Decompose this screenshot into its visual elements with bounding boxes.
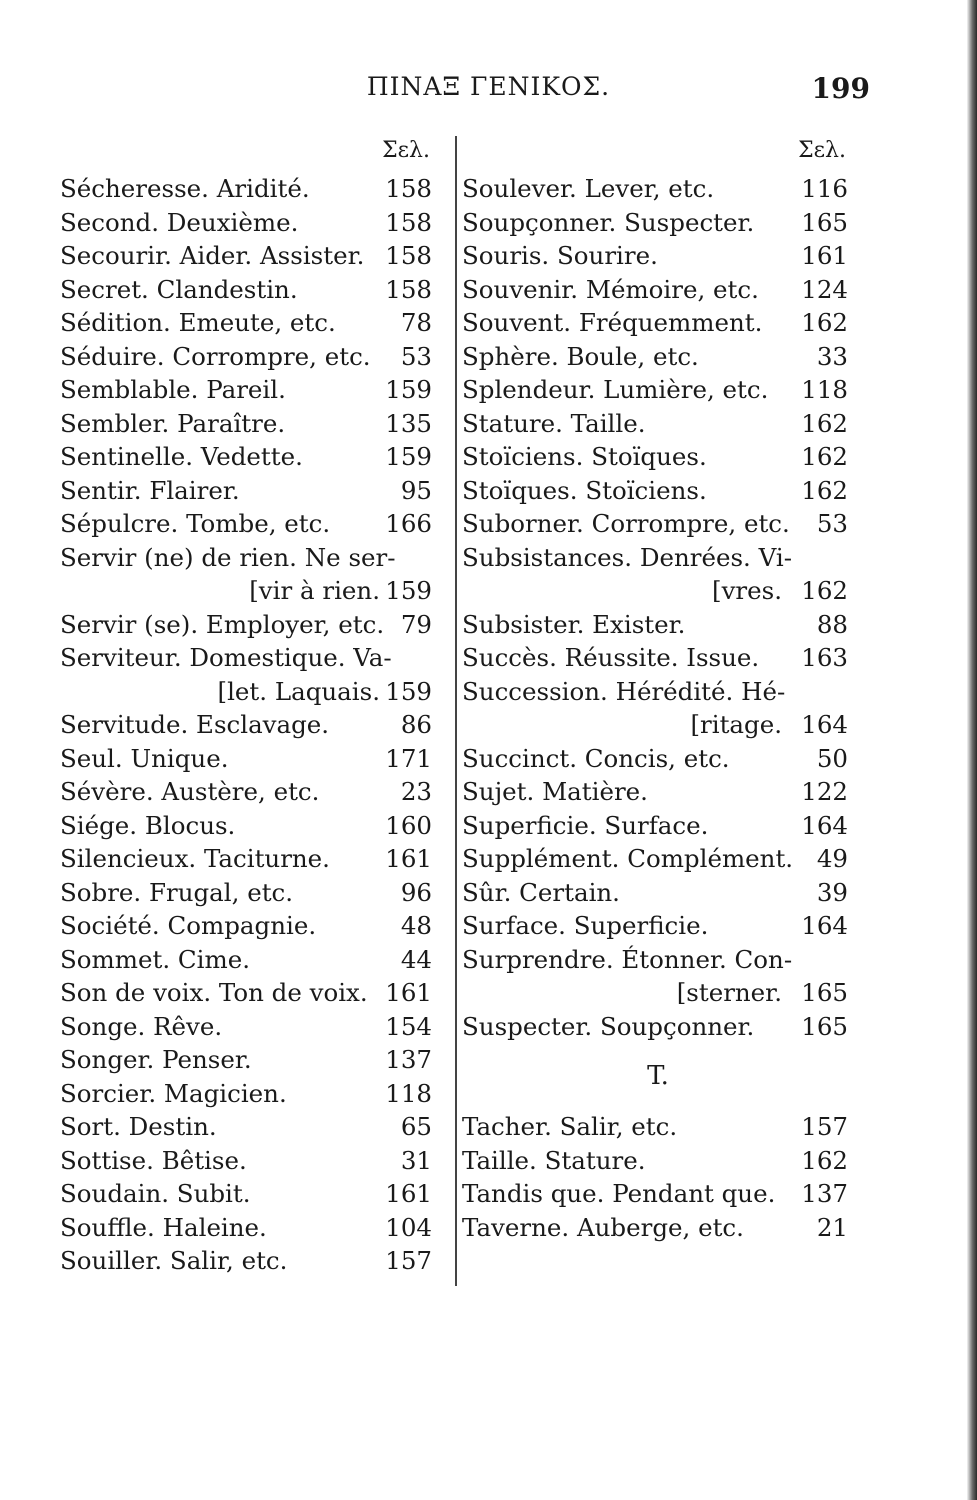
index-entry [60,507,438,541]
index-entry [60,708,438,742]
entry-term: Servir (ne) de rien. Ne ser- [60,542,396,572]
entry-term: Supplément. Complément. [462,844,794,873]
index-entry [60,842,438,876]
page-title: ΠΙΝΑΞ ΓΕΝΙΚΟΣ. [366,72,611,101]
entry-page-number: 48 [400,911,432,940]
entry-term: Sécheresse. Aridité. [60,174,310,203]
entry-list [462,172,854,1244]
entry-page-number: 161 [801,241,848,270]
entry-page-number: 118 [385,1078,432,1108]
entry-page-number: 163 [801,643,848,672]
index-entry [60,407,438,441]
index-entry [60,373,438,407]
index-entry [462,206,854,240]
index-entry [60,943,438,977]
entry-term: Sujet. Matière. [462,777,648,806]
entry-page-number: 49 [816,844,848,873]
entry-page-number: 159 [385,442,432,471]
entry-term: Stoïciens. Stoïques. [462,442,707,471]
entry-term: Sentir. Flairer. [60,475,240,505]
index-entry [462,809,854,843]
entry-page-number: 162 [801,308,848,337]
index-entry [462,440,854,474]
entry-term: Servir (se). Employer, etc. [60,609,385,639]
entry-page-number: 118 [801,375,848,404]
entry-page-number: 88 [816,609,848,639]
entry-term: Souiller. Salir, etc. [60,1246,288,1275]
entry-term: Sort. Destin. [60,1112,217,1141]
index-entry [60,172,438,206]
entry-term: Soulever. Lever, etc. [462,174,715,203]
index-entry-continuation [462,976,854,1010]
entry-term: Souvent. Fréquemment. [462,308,763,337]
entry-page-number: 165 [801,978,848,1007]
entry-page-number: 65 [400,1112,432,1141]
entry-term: Songe. Rêve. [60,1011,223,1041]
index-column-left [60,136,438,1296]
entry-page-number: 137 [801,1179,848,1208]
index-entry [462,1177,854,1211]
entry-term: Succession. Hérédité. Hé- [462,676,786,706]
entry-term: Suborner. Corrompre, etc. [462,509,790,538]
index-entry [60,474,438,508]
entry-term-continuation: [let. Laquais. [217,676,380,706]
entry-page-number: 158 [385,241,432,270]
index-entry [60,608,438,642]
entry-term: Servitude. Esclavage. [60,710,330,739]
entry-page-number: 53 [400,341,432,371]
entry-term: Sottise. Bêtise. [60,1145,247,1175]
entry-term: Souffle. Haleine. [60,1212,267,1242]
index-entry [462,507,854,541]
index-entry [60,1244,438,1278]
index-entry [60,1211,438,1245]
index-entry [462,541,854,575]
entry-term: Semblable. Pareil. [60,375,286,404]
index-entry [60,1077,438,1111]
column-header [462,136,854,172]
entry-page-number: 164 [801,710,848,739]
entry-page-number: 162 [801,1145,848,1175]
index-entry [60,775,438,809]
entry-page-number: 164 [801,810,848,840]
index-entry [462,407,854,441]
entry-page-number: 160 [385,810,432,840]
entry-page-number: 158 [385,207,432,237]
entry-term: Société. Compagnie. [60,911,317,940]
entry-page-number: 161 [385,844,432,873]
entry-term: Tacher. Salir, etc. [462,1112,678,1141]
entry-page-number: 50 [816,743,848,773]
entry-page-number: 162 [801,442,848,471]
entry-term: Songer. Penser. [60,1045,252,1074]
entry-page-number: 23 [400,777,432,806]
index-entry [462,1211,854,1245]
entry-term: Second. Deuxième. [60,207,299,237]
index-entry-continuation [60,574,438,608]
entry-page-number: 44 [400,944,432,974]
entry-page-number: 159 [385,375,432,404]
index-entry [60,1010,438,1044]
index-entry [60,239,438,273]
entry-page-number: 39 [816,877,848,907]
index-entry [462,474,854,508]
entry-page-number: 164 [801,911,848,940]
entry-term: Surprendre. Étonner. Con- [462,944,793,974]
index-entry [60,1177,438,1211]
entry-page-number: 95 [400,475,432,505]
index-entry [60,1043,438,1077]
entry-term: Sorcier. Magicien. [60,1078,287,1108]
entry-term: Splendeur. Lumière, etc. [462,375,769,404]
index-entry [60,1144,438,1178]
entry-page-number: 162 [801,475,848,505]
entry-term: Soupçonner. Suspecter. [462,207,755,237]
index-entry [462,876,854,910]
index-entry [462,909,854,943]
entry-term: Seul. Unique. [60,743,229,773]
index-entry [60,306,438,340]
entry-term: Sembler. Paraître. [60,408,286,438]
entry-term: Superficie. Surface. [462,810,709,840]
index-entry [462,775,854,809]
page-edge-shadow [967,0,977,1500]
index-entry [60,641,438,675]
index-entry [462,641,854,675]
index-entry [462,172,854,206]
entry-page-number: 122 [801,777,848,806]
index-entry [60,340,438,374]
entry-page-number: 124 [801,274,848,304]
index-entry [462,943,854,977]
entry-term: Souvenir. Mémoire, etc. [462,274,759,304]
index-entry [60,909,438,943]
entry-page-number: 159 [385,576,432,605]
index-entry [462,742,854,776]
index-entry [60,1110,438,1144]
entry-term-continuation: [sterner. [676,978,782,1007]
index-entry [462,306,854,340]
entry-term: Sommet. Cime. [60,944,251,974]
entry-page-number: 157 [801,1112,848,1141]
entry-term: Succinct. Concis, etc. [462,743,730,773]
entry-page-number: 161 [385,1179,432,1208]
entry-term: Sobre. Frugal, etc. [60,877,294,907]
entry-term: Sentinelle. Vedette. [60,442,303,471]
index-entry [462,1010,854,1044]
entry-term: Surface. Superficie. [462,911,709,940]
entry-term: Subsistances. Denrées. Vi- [462,542,792,572]
index-entry-continuation [462,574,854,608]
entry-page-number: 161 [385,978,432,1007]
index-entry [462,675,854,709]
entry-page-number: 162 [801,408,848,438]
index-entry [462,1110,854,1144]
index-entry [462,608,854,642]
entry-term: Stature. Taille. [462,408,646,438]
section-letter: T. [647,1061,669,1091]
entry-term: Taverne. Auberge, etc. [462,1212,744,1242]
entry-page-number: 86 [400,710,432,739]
index-entry [462,239,854,273]
index-entry [60,742,438,776]
entry-term: Sphère. Boule, etc. [462,341,699,371]
entry-term: Séduire. Corrompre, etc. [60,341,371,371]
entry-term: Sûr. Certain. [462,877,620,907]
entry-term: Secourir. Aider. Assister. [60,241,365,270]
entry-page-number: 158 [385,174,432,203]
entry-page-number: 53 [816,509,848,538]
entry-page-number: 137 [385,1045,432,1074]
entry-page-number: 78 [400,308,432,337]
entry-page-number: 162 [801,576,848,605]
entry-term: Taille. Stature. [462,1145,646,1175]
entry-term: Sédition. Emeute, etc. [60,308,336,337]
entry-term: Silencieux. Taciturne. [60,844,330,873]
index-entry [60,541,438,575]
entry-term: Souris. Sourire. [462,241,658,270]
entry-term: Succès. Réussite. Issue. [462,643,760,672]
entry-page-number: 116 [801,174,848,203]
entry-term-continuation: [ritage. [690,710,782,739]
entry-page-number: 159 [385,676,432,706]
entry-page-number: 33 [816,341,848,371]
index-entry [462,842,854,876]
entry-page-number: 171 [385,743,432,773]
entry-term-continuation: [vres. [712,576,782,605]
entry-page-number: 135 [385,408,432,438]
entry-page-number: 158 [385,274,432,304]
page-number: 199 [811,72,870,105]
index-entry [60,273,438,307]
entry-page-number: 96 [400,877,432,907]
column-divider [455,136,457,1286]
entry-page-number: 165 [801,207,848,237]
index-entry-continuation [60,675,438,709]
entry-term: Subsister. Exister. [462,609,686,639]
entry-term: Sévère. Austère, etc. [60,777,320,806]
entry-term: Tandis que. Pendant que. [462,1179,776,1208]
entry-term-continuation: [vir à rien. [249,576,380,605]
entry-page-number: 154 [385,1011,432,1041]
index-entry [60,876,438,910]
entry-page-number: 166 [385,509,432,538]
entry-term: Secret. Clandestin. [60,274,298,304]
index-entry [60,809,438,843]
entry-term: Son de voix. Ton de voix. [60,978,368,1007]
entry-page-number: 104 [385,1212,432,1242]
index-column-right [462,136,854,1296]
entry-page-number: 157 [385,1246,432,1275]
entry-term: Sépulcre. Tombe, etc. [60,509,331,538]
index-entry [462,340,854,374]
index-entry [60,206,438,240]
index-entry [462,273,854,307]
entry-term: Suspecter. Soupçonner. [462,1011,755,1041]
entry-term: Siége. Blocus. [60,810,236,840]
column-page-label: Σελ. [382,138,430,163]
entry-list [60,172,438,1278]
entry-page-number: 79 [400,609,432,639]
index-entry [462,1144,854,1178]
entry-term: Stoïques. Stoïciens. [462,475,707,505]
entry-term: Serviteur. Domestique. Va- [60,643,392,672]
column-page-label: Σελ. [798,138,846,163]
index-entry [462,373,854,407]
index-entry [60,976,438,1010]
entry-page-number: 165 [801,1011,848,1041]
entry-page-number: 31 [400,1145,432,1175]
index-entry-continuation [462,708,854,742]
column-header [60,136,438,172]
entry-page-number: 21 [816,1212,848,1242]
entry-term: Soudain. Subit. [60,1179,251,1208]
index-entry [60,440,438,474]
